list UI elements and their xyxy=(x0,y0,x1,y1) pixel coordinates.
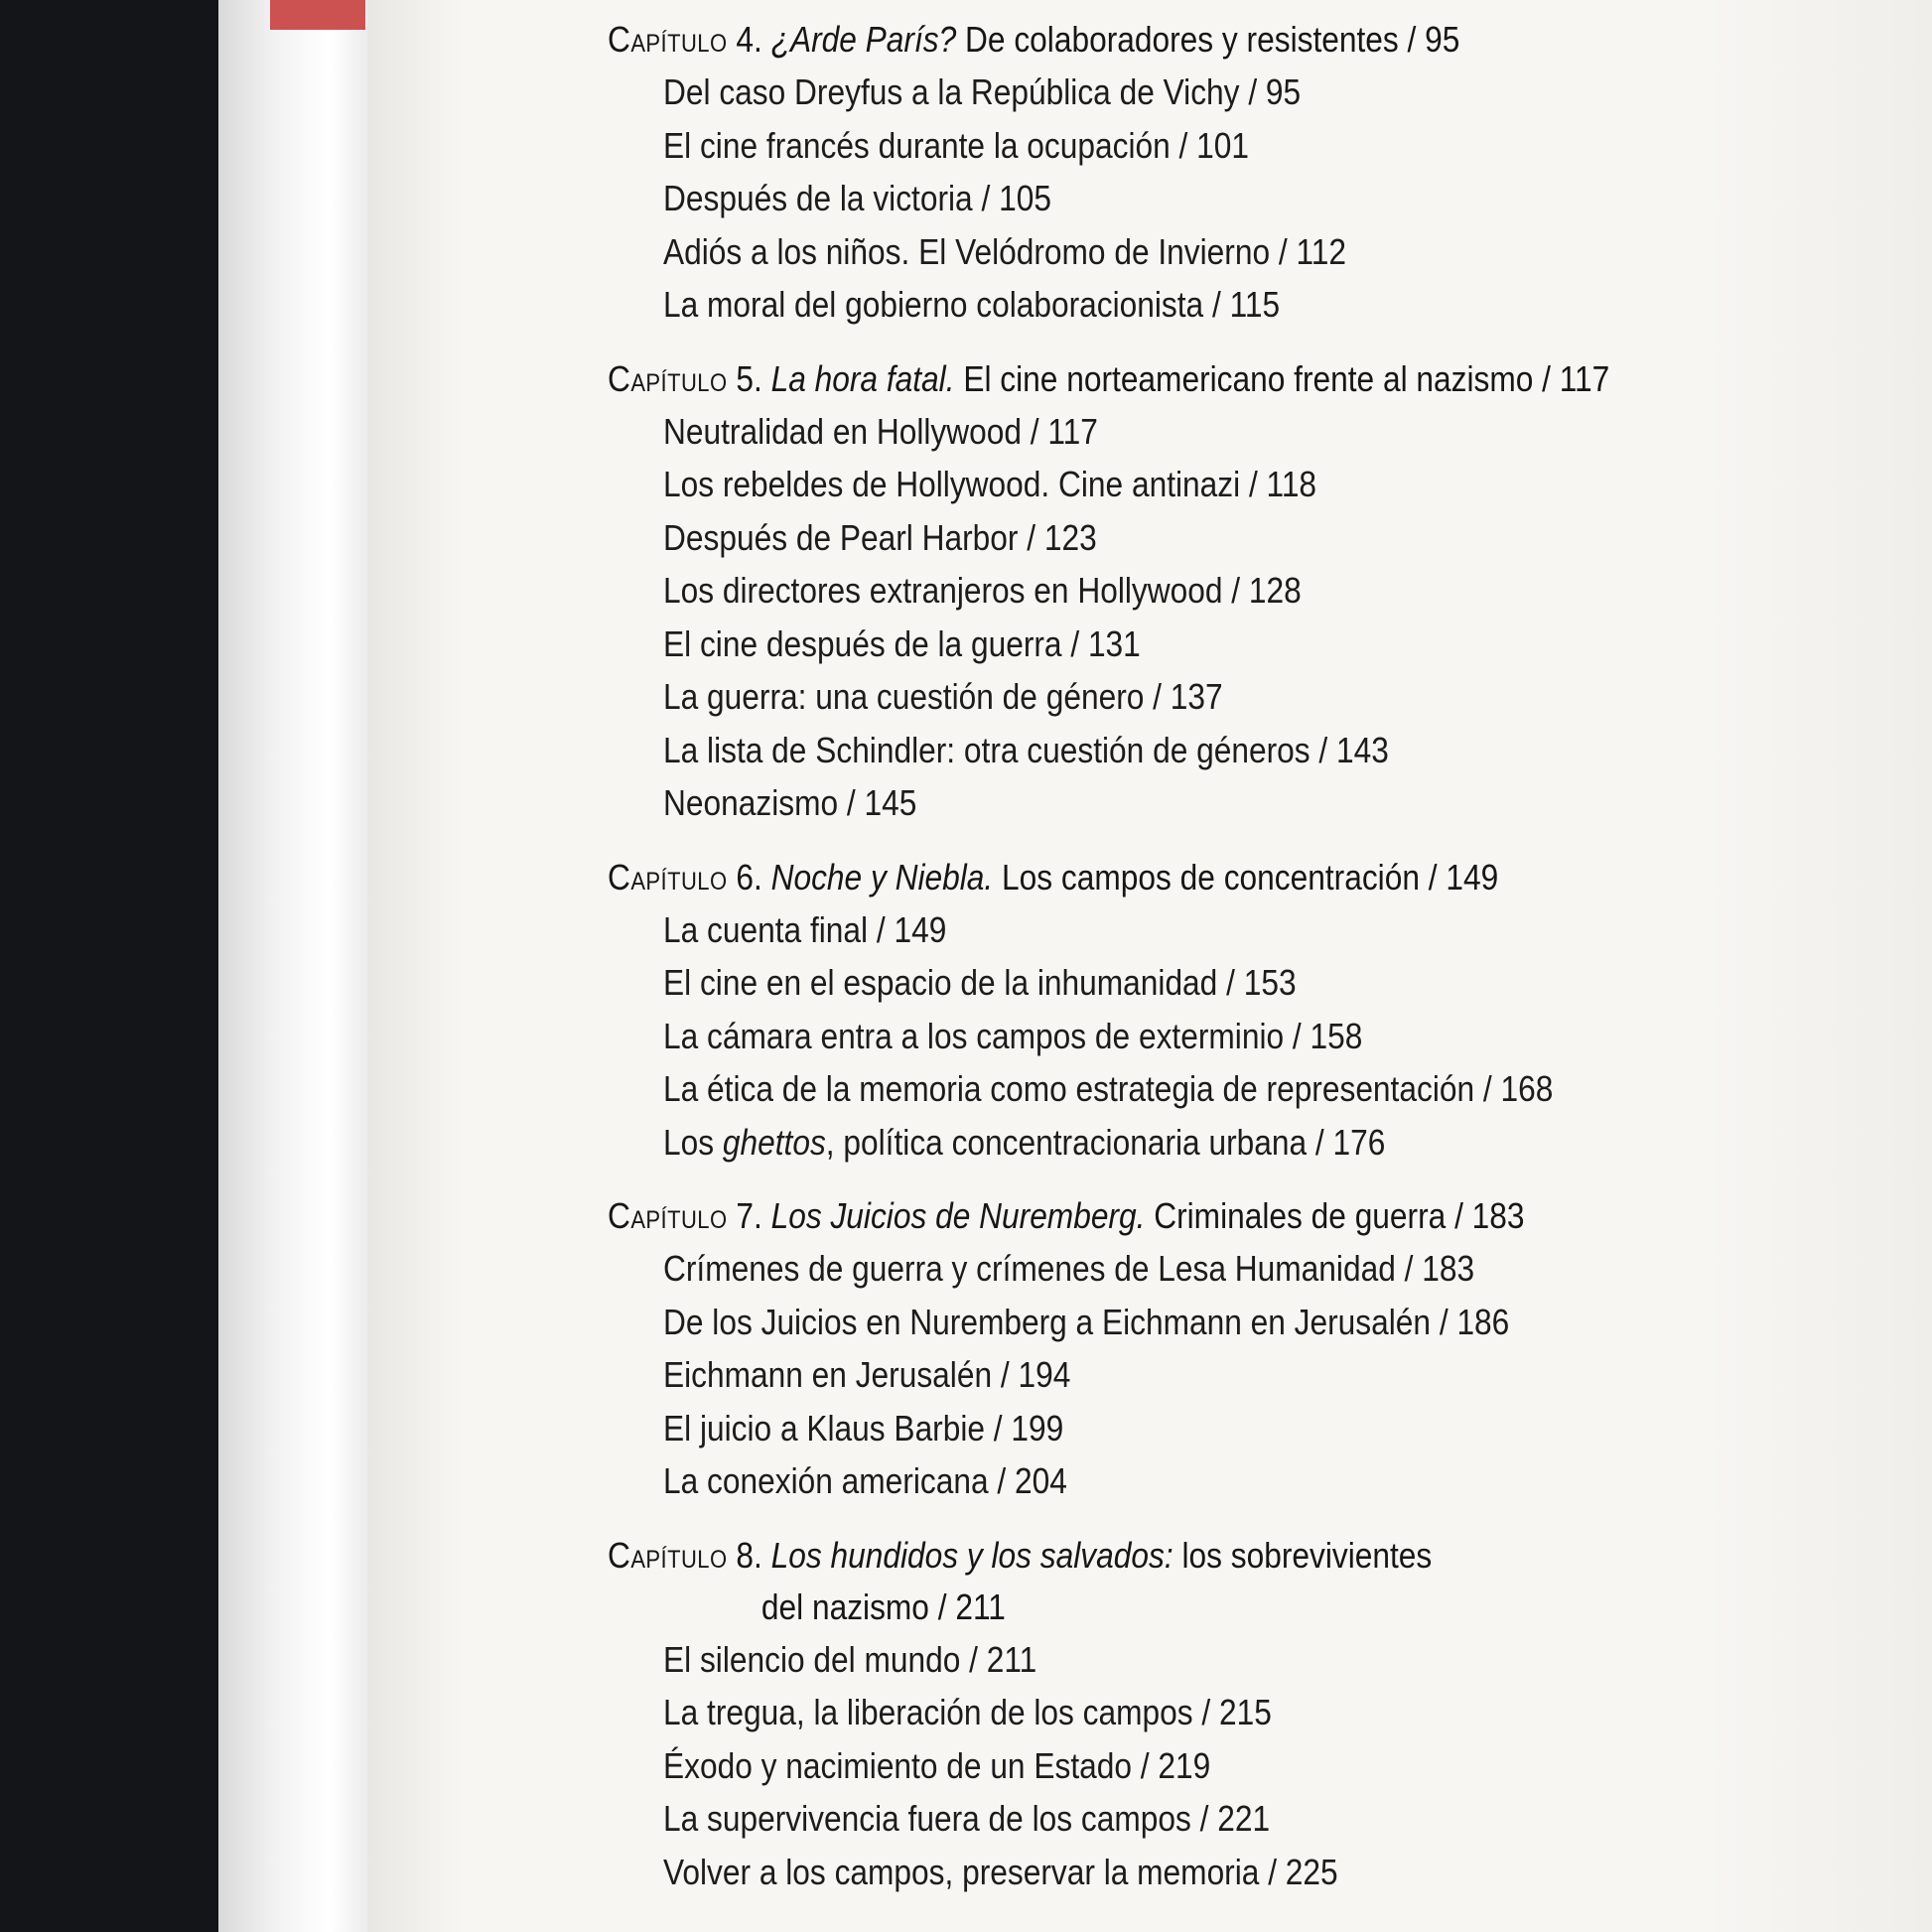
chapter-number: 6. xyxy=(736,856,762,897)
chapter-title: ¿Arde París? xyxy=(770,19,957,60)
chapter-subtitle: Los campos de concentración / 149 xyxy=(1002,856,1499,897)
section-entry: Neonazismo / 145 xyxy=(663,782,917,823)
section-entry: Adiós a los niños. El Velódromo de Invierno / 112 xyxy=(663,230,1346,272)
chapter-subtitle: los sobrevivientes xyxy=(1181,1534,1433,1576)
section-entry: La cuenta final / 149 xyxy=(663,908,947,950)
page-edge xyxy=(218,0,378,1932)
section-entry: El silencio del mundo / 211 xyxy=(663,1638,1037,1680)
chapter-heading xyxy=(608,852,1656,903)
section-entry: El juicio a Klaus Barbie / 199 xyxy=(663,1407,1064,1449)
chapter-8 xyxy=(608,1530,1799,1899)
chapter-number: 4. xyxy=(736,19,762,60)
chapter-label: Capítulo xyxy=(608,19,728,60)
section-entry: La conexión americana / 204 xyxy=(663,1460,1067,1501)
chapter-subtitle: Criminales de guerra / 183 xyxy=(1154,1195,1525,1236)
chapter-heading xyxy=(608,353,1656,405)
red-cover-strip xyxy=(270,0,365,30)
section-entry: La ética de la memoria como estrategia de representación / 168 xyxy=(663,1068,1554,1109)
chapter-number: 5. xyxy=(736,357,762,399)
section-entry: Crímenes de guerra y crímenes de Lesa Humanidad / 183 xyxy=(663,1248,1475,1289)
section-entry: Éxodo y nacimiento de un Estado / 219 xyxy=(663,1744,1211,1786)
chapter-subtitle: De colaboradores y resistentes / 95 xyxy=(965,19,1460,60)
chapter-label: Capítulo xyxy=(608,856,728,897)
entry-italic-word: ghettos xyxy=(722,1121,826,1163)
chapter-title: La hora fatal. xyxy=(770,357,955,399)
chapter-5 xyxy=(608,353,1799,830)
section-entry: La supervivencia fuera de los campos / 221 xyxy=(663,1798,1271,1839)
section-entry: Los directores extranjeros en Hollywood / 128 xyxy=(663,570,1302,611)
section-list xyxy=(608,1242,1799,1508)
entry-text: , política concentracionaria urbana / 176 xyxy=(825,1121,1386,1163)
chapter-heading xyxy=(608,14,1656,66)
section-entry: La lista de Schindler: otra cuestión de géneros / 143 xyxy=(663,729,1389,770)
section-entry: Neutralidad en Hollywood / 117 xyxy=(663,410,1098,452)
section-entry: Eichmann en Jerusalén / 194 xyxy=(663,1354,1071,1395)
chapter-4 xyxy=(608,14,1799,332)
chapter-heading xyxy=(608,1530,1656,1582)
section-entry: La moral del gobierno colaboracionista / 115 xyxy=(663,284,1281,325)
section-list xyxy=(608,903,1799,1170)
chapter-title: Los hundidos y los salvados: xyxy=(770,1534,1173,1576)
section-entry: El cine en el espacio de la inhumanidad / 153 xyxy=(663,962,1297,1003)
section-list xyxy=(608,66,1799,332)
section-entry: El cine después de la guerra / 131 xyxy=(663,622,1141,664)
chapter-number: 8. xyxy=(736,1534,762,1576)
chapter-6 xyxy=(608,852,1799,1170)
section-entry xyxy=(663,1116,1663,1170)
section-list xyxy=(608,1633,1799,1899)
chapter-label: Capítulo xyxy=(608,1195,728,1236)
chapter-title: Los Juicios de Nuremberg. xyxy=(770,1195,1146,1236)
section-entry: Después de la victoria / 105 xyxy=(663,178,1051,218)
section-entry: De los Juicios en Nuremberg a Eichmann en Jerusalén / 186 xyxy=(663,1301,1510,1342)
chapter-number: 7. xyxy=(736,1195,762,1236)
chapter-title: Noche y Niebla. xyxy=(770,856,994,897)
chapter-subtitle: El cine norteamericano frente al nazismo / 117 xyxy=(963,357,1610,399)
section-entry: Del caso Dreyfus a la República de Vichy / 95 xyxy=(663,71,1302,112)
section-entry: Los rebeldes de Hollywood. Cine antinazi / 118 xyxy=(663,464,1317,504)
section-list xyxy=(608,405,1799,830)
section-entry: El cine francés durante la ocupación / 101 xyxy=(663,124,1249,166)
section-entry: La tregua, la liberación de los campos / 215 xyxy=(663,1692,1272,1732)
section-entry: La guerra: una cuestión de género / 137 xyxy=(663,676,1223,717)
section-entry: La cámara entra a los campos de exterminio / 158 xyxy=(663,1015,1363,1056)
chapter-label: Capítulo xyxy=(608,1534,728,1576)
section-entry: Volver a los campos, preservar la memoria / 225 xyxy=(663,1851,1338,1892)
chapter-heading xyxy=(608,1190,1656,1242)
section-entry: Después de Pearl Harbor / 123 xyxy=(663,516,1097,558)
chapter-heading-continuation: del nazismo / 211 xyxy=(760,1586,1006,1627)
chapter-label: Capítulo xyxy=(608,357,728,399)
entry-text: Los xyxy=(663,1121,723,1163)
table-of-contents xyxy=(608,14,1799,1920)
chapter-7 xyxy=(608,1190,1799,1508)
